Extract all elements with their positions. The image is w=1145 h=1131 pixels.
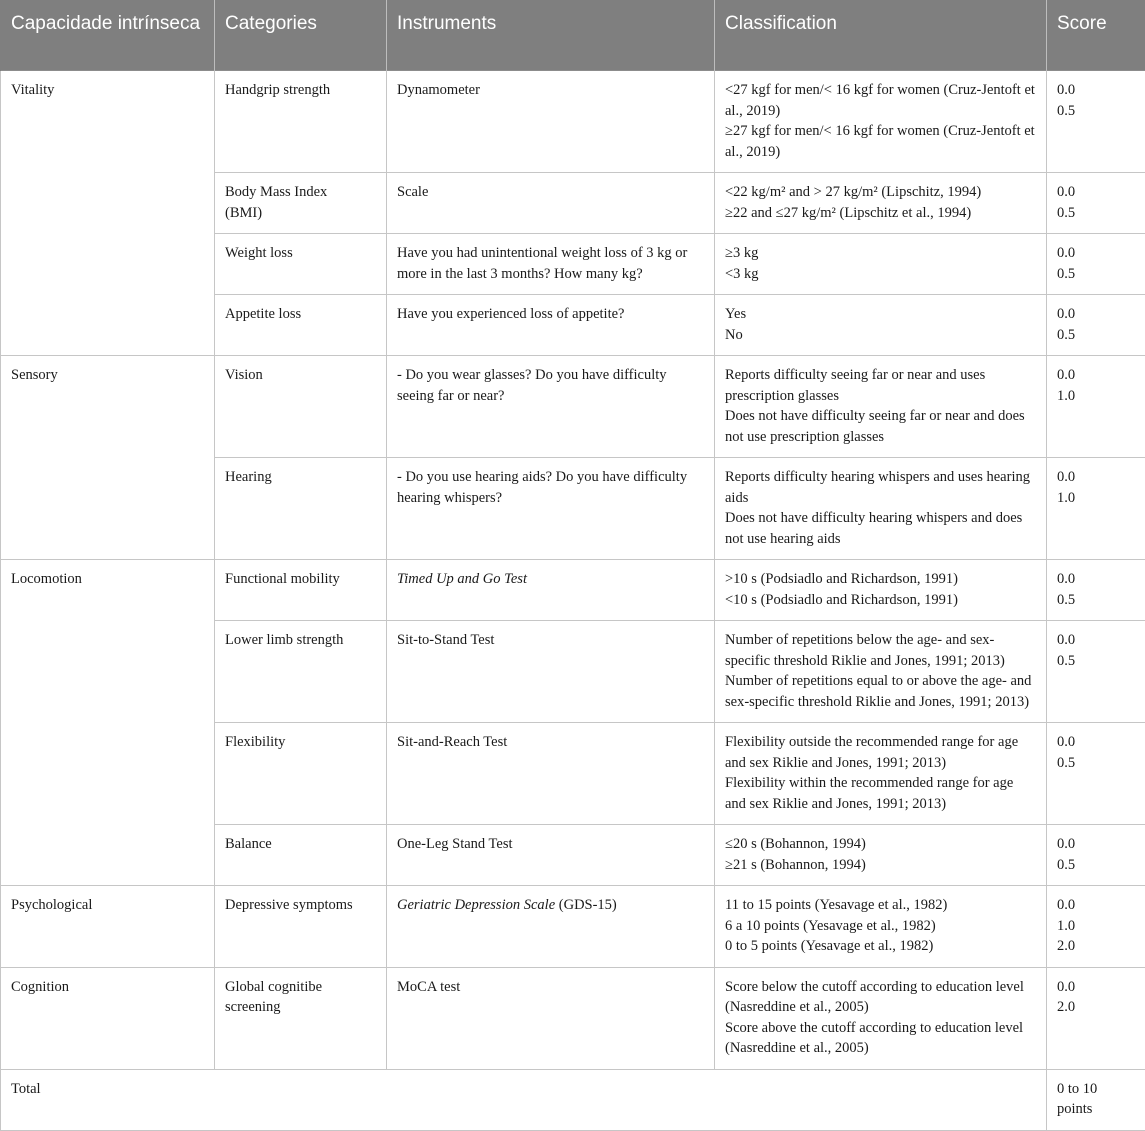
classification-line: 0 to 5 points (Yesavage et al., 1982) bbox=[725, 936, 1036, 957]
category-cell: Appetite loss bbox=[215, 295, 387, 356]
score-value: 0.5 bbox=[1057, 101, 1135, 122]
classification-line: <27 kgf for men/< 16 kgf for women (Cruz-Jentoft et al., 2019) bbox=[725, 80, 1036, 121]
classification-line: <22 kg/m² and > 27 kg/m² (Lipschitz, 1994) bbox=[725, 182, 1036, 203]
score-cell bbox=[1047, 71, 1145, 173]
classification-line: 11 to 15 points (Yesavage et al., 1982) bbox=[725, 895, 1036, 916]
classification-line: Reports difficulty hearing whispers and uses hearing aids bbox=[725, 467, 1036, 508]
header-instruments: Instruments bbox=[387, 0, 715, 71]
classification-cell bbox=[715, 295, 1047, 356]
capacity-cell: Psychological bbox=[1, 886, 215, 968]
table-row bbox=[1, 356, 1145, 458]
score-value: 0.5 bbox=[1057, 651, 1135, 672]
score-value: 0.0 bbox=[1057, 977, 1135, 998]
score-value: 0.0 bbox=[1057, 895, 1135, 916]
score-cell bbox=[1047, 234, 1145, 295]
category-cell: Depressive symptoms bbox=[215, 886, 387, 968]
score-value: 0.0 bbox=[1057, 732, 1135, 753]
instrument-italic: Geriatric Depression Scale bbox=[397, 897, 555, 913]
score-cell bbox=[1047, 723, 1145, 825]
score-cell bbox=[1047, 621, 1145, 723]
classification-line: 6 a 10 points (Yesavage et al., 1982) bbox=[725, 916, 1036, 937]
classification-cell bbox=[715, 173, 1047, 234]
classification-cell bbox=[715, 560, 1047, 621]
instrument-cell bbox=[387, 560, 715, 621]
classification-line: Flexibility outside the recommended range for age and sex Riklie and Jones, 1991; 2013) bbox=[725, 732, 1036, 773]
header-row bbox=[1, 0, 1145, 71]
table-row bbox=[1, 886, 1145, 968]
score-value: 0.0 bbox=[1057, 467, 1135, 488]
classification-cell bbox=[715, 621, 1047, 723]
classification-cell bbox=[715, 723, 1047, 825]
header-categories: Categories bbox=[215, 0, 387, 71]
score-value: 0.0 bbox=[1057, 304, 1135, 325]
classification-line: No bbox=[725, 325, 1036, 346]
classification-line: Flexibility within the recommended range for age and sex Riklie and Jones, 1991; 2013) bbox=[725, 773, 1036, 814]
header-score: Score bbox=[1047, 0, 1145, 71]
score-cell bbox=[1047, 173, 1145, 234]
score-cell bbox=[1047, 886, 1145, 968]
score-cell bbox=[1047, 825, 1145, 886]
instrument-cell: Have you experienced loss of appetite? bbox=[387, 295, 715, 356]
instrument-cell: One-Leg Stand Test bbox=[387, 825, 715, 886]
category-cell: Global cognitibe screening bbox=[215, 967, 387, 1069]
classification-line: Does not have difficulty hearing whispers and does not use hearing aids bbox=[725, 508, 1036, 549]
total-label: Total bbox=[1, 1069, 1047, 1130]
instrument-cell: Scale bbox=[387, 173, 715, 234]
category-cell: Handgrip strength bbox=[215, 71, 387, 173]
classification-line: Number of repetitions below the age- and sex-specific threshold Riklie and Jones, 1991; 2013) bbox=[725, 630, 1036, 671]
score-cell bbox=[1047, 356, 1145, 458]
total-row bbox=[1, 1069, 1145, 1130]
classification-line: Reports difficulty seeing far or near and uses prescription glasses bbox=[725, 365, 1036, 406]
table-row bbox=[1, 560, 1145, 621]
score-value: 1.0 bbox=[1057, 488, 1135, 509]
instrument-cell: Dynamometer bbox=[387, 71, 715, 173]
classification-cell bbox=[715, 356, 1047, 458]
score-value: 0.5 bbox=[1057, 855, 1135, 876]
score-value: 0.0 bbox=[1057, 80, 1135, 101]
classification-line: Number of repetitions equal to or above the age- and sex-specific threshold Riklie and Jones, 1991; 2013) bbox=[725, 671, 1036, 712]
score-value: 0.5 bbox=[1057, 753, 1135, 774]
score-value: 0.5 bbox=[1057, 264, 1135, 285]
score-value: 2.0 bbox=[1057, 997, 1135, 1018]
score-value: 0.0 bbox=[1057, 569, 1135, 590]
classification-cell bbox=[715, 886, 1047, 968]
instrument-cell: Have you had unintentional weight loss of 3 kg or more in the last 3 months? How many kg? bbox=[387, 234, 715, 295]
score-value: 0.0 bbox=[1057, 834, 1135, 855]
score-value: 0.5 bbox=[1057, 203, 1135, 224]
score-value: 0.5 bbox=[1057, 325, 1135, 346]
classification-line: <3 kg bbox=[725, 264, 1036, 285]
classification-cell bbox=[715, 234, 1047, 295]
capacity-cell: Vitality bbox=[1, 71, 215, 356]
score-value: 1.0 bbox=[1057, 386, 1135, 407]
instrument-italic: Timed Up and Go Test bbox=[397, 571, 527, 587]
classification-line: <10 s (Podsiadlo and Richardson, 1991) bbox=[725, 590, 1036, 611]
score-value: 0.0 bbox=[1057, 630, 1135, 651]
score-value: 0.0 bbox=[1057, 243, 1135, 264]
classification-cell bbox=[715, 458, 1047, 560]
instrument-cell: Sit-and-Reach Test bbox=[387, 723, 715, 825]
score-value: 0.5 bbox=[1057, 590, 1135, 611]
instrument-cell: - Do you wear glasses? Do you have difficulty seeing far or near? bbox=[387, 356, 715, 458]
instrument-cell: - Do you use hearing aids? Do you have difficulty hearing whispers? bbox=[387, 458, 715, 560]
category-cell: Hearing bbox=[215, 458, 387, 560]
capacity-cell: Locomotion bbox=[1, 560, 215, 886]
category-cell: Functional mobility bbox=[215, 560, 387, 621]
category-cell: Balance bbox=[215, 825, 387, 886]
capacity-cell: Sensory bbox=[1, 356, 215, 560]
classification-cell bbox=[715, 967, 1047, 1069]
classification-cell bbox=[715, 825, 1047, 886]
score-value: 1.0 bbox=[1057, 916, 1135, 937]
instrument-cell: Sit-to-Stand Test bbox=[387, 621, 715, 723]
table-row bbox=[1, 71, 1145, 173]
table-row bbox=[1, 967, 1145, 1069]
classification-line: Score below the cutoff according to education level (Nasreddine et al., 2005) bbox=[725, 977, 1036, 1018]
category-cell: Lower limb strength bbox=[215, 621, 387, 723]
instrument-cell: MoCA test bbox=[387, 967, 715, 1069]
classification-line: ≥21 s (Bohannon, 1994) bbox=[725, 855, 1036, 876]
classification-line: Score above the cutoff according to education level (Nasreddine et al., 2005) bbox=[725, 1018, 1036, 1059]
classification-line: ≥27 kgf for men/< 16 kgf for women (Cruz-Jentoft et al., 2019) bbox=[725, 121, 1036, 162]
instrument-cell bbox=[387, 886, 715, 968]
score-value: 0.0 bbox=[1057, 365, 1135, 386]
classification-cell bbox=[715, 71, 1047, 173]
instrument-suffix: (GDS-15) bbox=[555, 897, 617, 913]
score-cell bbox=[1047, 967, 1145, 1069]
score-cell bbox=[1047, 458, 1145, 560]
total-score: 0 to 10 points bbox=[1047, 1069, 1145, 1130]
score-cell bbox=[1047, 295, 1145, 356]
score-cell bbox=[1047, 560, 1145, 621]
header-classification: Classification bbox=[715, 0, 1047, 71]
category-cell: Flexibility bbox=[215, 723, 387, 825]
classification-line: Yes bbox=[725, 304, 1036, 325]
classification-line: >10 s (Podsiadlo and Richardson, 1991) bbox=[725, 569, 1036, 590]
capacity-cell: Cognition bbox=[1, 967, 215, 1069]
classification-line: ≥3 kg bbox=[725, 243, 1036, 264]
category-cell: Weight loss bbox=[215, 234, 387, 295]
header-capacity: Capacidade intrínseca bbox=[1, 0, 215, 71]
category-cell: Vision bbox=[215, 356, 387, 458]
classification-line: ≥22 and ≤27 kg/m² (Lipschitz et al., 1994) bbox=[725, 203, 1036, 224]
score-value: 0.0 bbox=[1057, 182, 1135, 203]
classification-line: Does not have difficulty seeing far or near and does not use prescription glasses bbox=[725, 406, 1036, 447]
score-value: 2.0 bbox=[1057, 936, 1135, 957]
classification-line: ≤20 s (Bohannon, 1994) bbox=[725, 834, 1036, 855]
category-cell: Body Mass Index (BMI) bbox=[215, 173, 387, 234]
